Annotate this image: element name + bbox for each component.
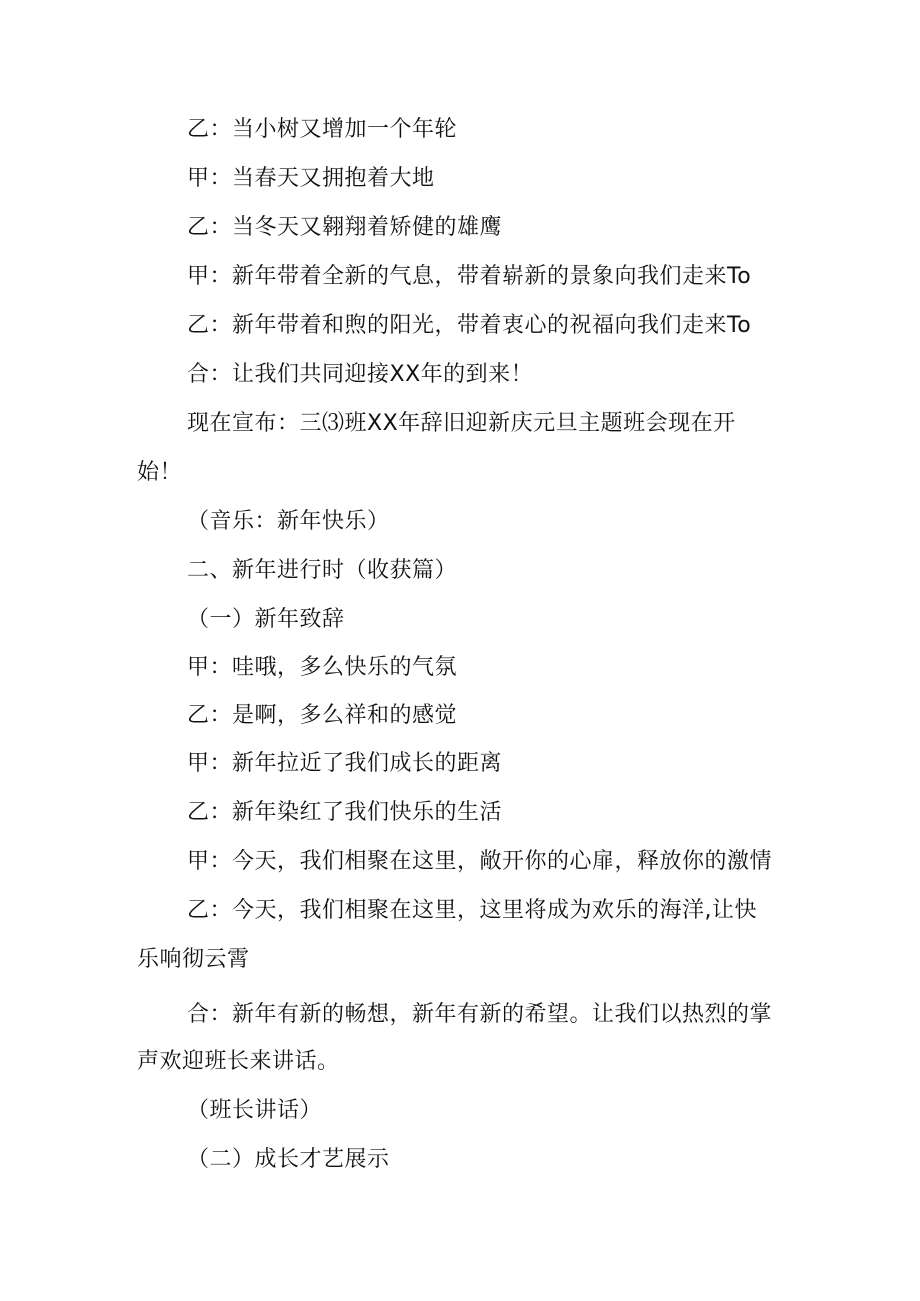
announcement-line: 现在宣布：三⑶班XX年辞旧迎新庆元旦主题班会现在开: [187, 411, 736, 436]
dialogue-line-jia-4: 甲：新年拉近了我们成长的距离: [187, 751, 503, 776]
dialogue-line-yi-1: 乙：当小树又增加一个年轮: [187, 117, 458, 142]
dialogue-line-jia-1: 甲：当春天又拥抱着大地: [187, 166, 435, 191]
dialogue-line-he-2-cont: 声欢迎班长来讲话。: [137, 1049, 340, 1074]
monitor-speech-note: （班长讲话）: [187, 1098, 323, 1123]
dialogue-line-he-2: 合：新年有新的畅想，新年有新的希望。让我们以热烈的掌: [187, 1002, 773, 1027]
dialogue-line-yi-5: 乙：新年染红了我们快乐的生活: [187, 800, 503, 825]
dialogue-line-jia-3: 甲：哇哦，多么快乐的气氛: [187, 655, 458, 680]
music-note: （音乐：新年快乐）: [187, 509, 390, 534]
dialogue-line-jia-5: 甲：今天，我们相聚在这里，敞开你的心扉，释放你的激情: [187, 849, 773, 874]
dialogue-line-jia-2: 甲：新年带着全新的气息，带着崭新的景象向我们走来To: [187, 264, 752, 289]
dialogue-line-yi-6-cont: 乐响彻云霄: [137, 947, 250, 972]
dialogue-line-yi-3: 乙：新年带着和煦的阳光，带着衷心的祝福向我们走来To: [187, 313, 752, 338]
subsection-heading-1: （一）新年致辞: [187, 607, 345, 632]
dialogue-line-he-1: 合：让我们共同迎接XX年的到来！: [187, 362, 534, 387]
section-heading-2: 二、新年进行时（收获篇）: [187, 558, 458, 583]
dialogue-line-yi-2: 乙：当冬天又翱翔着矫健的雄鹰: [187, 215, 503, 240]
subsection-heading-2: （二）成长才艺展示: [187, 1147, 390, 1172]
dialogue-line-yi-6: 乙：今天，我们相聚在这里，这里将成为欢乐的海洋,让快: [187, 898, 757, 923]
dialogue-line-yi-4: 乙：是啊，多么祥和的感觉: [187, 703, 458, 728]
announcement-line-cont: 始！: [137, 460, 183, 485]
